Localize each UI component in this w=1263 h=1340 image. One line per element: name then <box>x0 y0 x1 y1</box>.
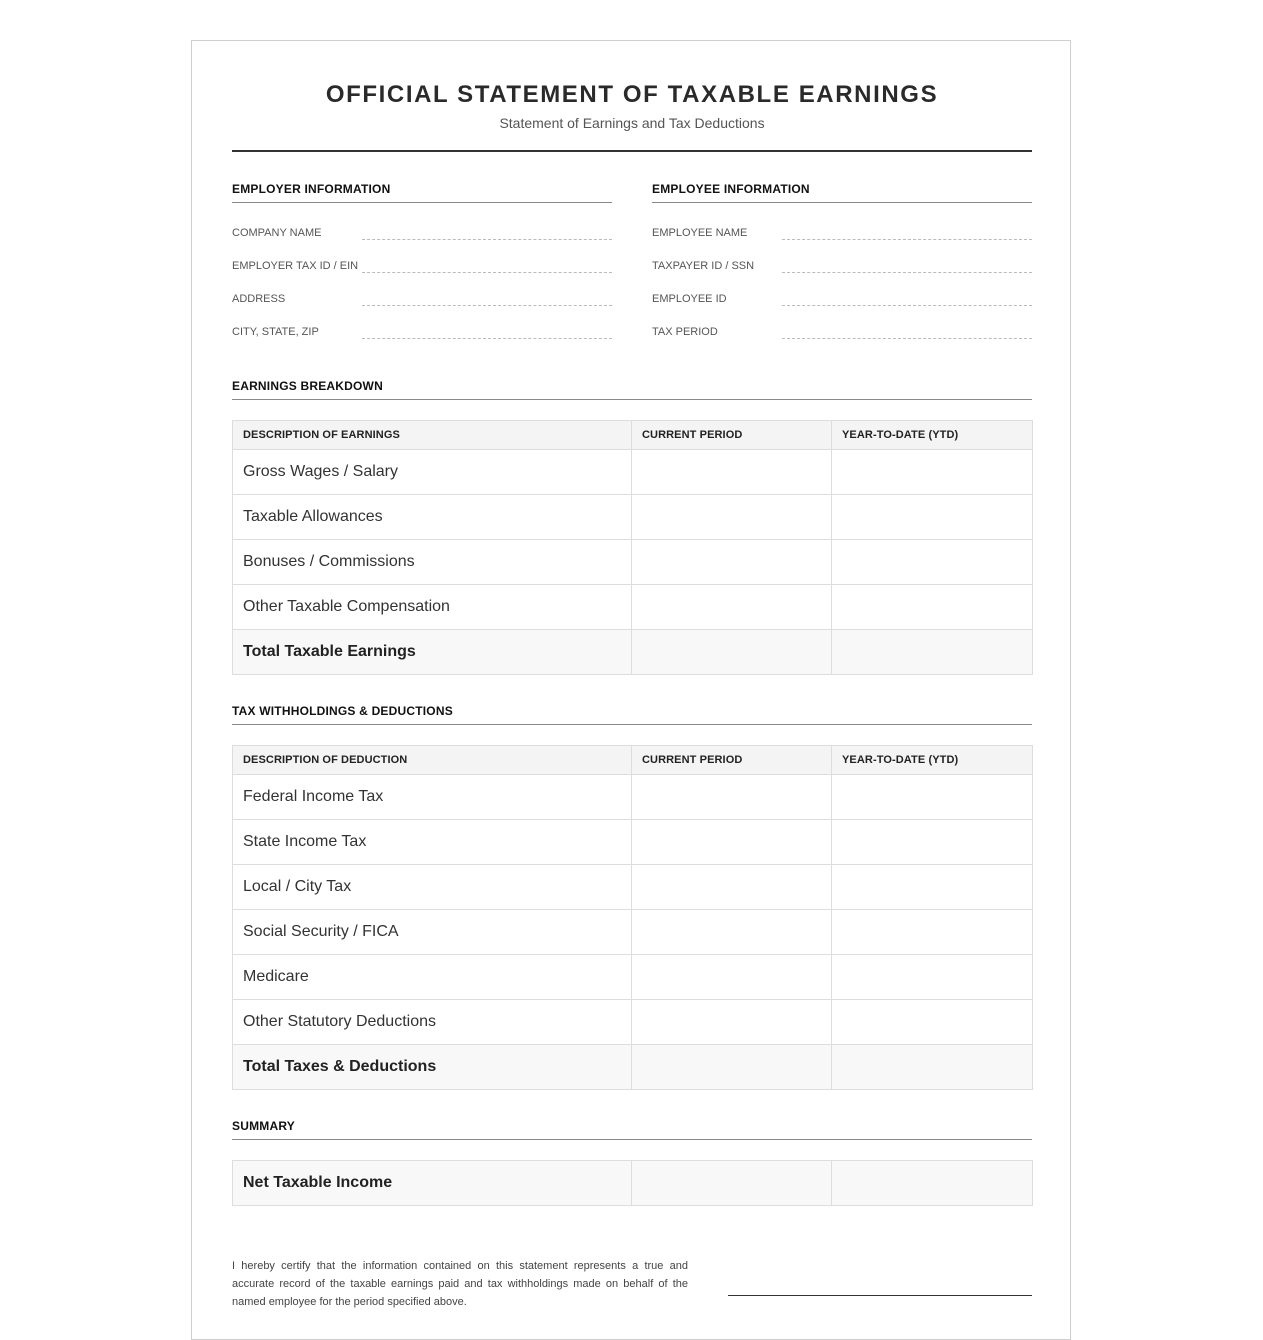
deductions-table <box>232 745 1033 1090</box>
tax-period-field[interactable] <box>652 302 1032 338</box>
table-row <box>233 1000 1033 1045</box>
earnings-table <box>232 420 1033 675</box>
employer-info-heading: EMPLOYER INFORMATION <box>232 182 612 203</box>
current-period-cell[interactable] <box>632 540 832 585</box>
current-period-cell[interactable] <box>632 585 832 630</box>
ytd-cell[interactable] <box>832 820 1033 865</box>
table-row <box>233 820 1033 865</box>
field-line[interactable] <box>782 338 1032 339</box>
earnings-heading: EARNINGS BREAKDOWN <box>232 379 1032 400</box>
field-label: CITY, STATE, ZIP <box>232 326 319 338</box>
ytd-cell[interactable] <box>832 910 1033 955</box>
ytd-total-cell[interactable] <box>832 1045 1033 1090</box>
row-label: Taxable Allowances <box>233 495 632 540</box>
employee-info-heading: EMPLOYEE INFORMATION <box>652 182 1032 203</box>
column-header: YEAR-TO-DATE (YTD) <box>832 746 1033 775</box>
row-label: State Income Tax <box>233 820 632 865</box>
summary-section <box>232 1119 1032 1206</box>
column-header: DESCRIPTION OF EARNINGS <box>233 421 632 450</box>
table-row <box>233 910 1033 955</box>
ytd-cell[interactable] <box>832 450 1033 495</box>
row-label: Other Taxable Compensation <box>233 585 632 630</box>
current-period-cell[interactable] <box>632 820 832 865</box>
row-label: Bonuses / Commissions <box>233 540 632 585</box>
field-label: EMPLOYEE NAME <box>652 227 748 239</box>
row-label: Social Security / FICA <box>233 910 632 955</box>
employer-tax-id-field[interactable] <box>232 236 612 272</box>
total-row <box>233 1045 1033 1090</box>
column-header: YEAR-TO-DATE (YTD) <box>832 421 1033 450</box>
deductions-section <box>232 704 1032 1090</box>
table-row <box>233 955 1033 1000</box>
field-label: EMPLOYEE ID <box>652 293 727 305</box>
summary-heading: SUMMARY <box>232 1119 1032 1140</box>
employee-id-field[interactable] <box>652 269 1032 305</box>
field-label: ADDRESS <box>232 293 286 305</box>
ytd-cell[interactable] <box>832 495 1033 540</box>
net-income-row <box>233 1161 1033 1206</box>
ytd-total-cell[interactable] <box>832 630 1033 675</box>
table-header-row <box>233 421 1033 450</box>
title-divider <box>232 150 1032 152</box>
ytd-cell[interactable] <box>832 865 1033 910</box>
document-subtitle: Statement of Earnings and Tax Deductions <box>499 115 765 131</box>
column-header: DESCRIPTION OF DEDUCTION <box>233 746 632 775</box>
field-line[interactable] <box>362 338 612 339</box>
table-row <box>233 865 1033 910</box>
table-row <box>233 585 1033 630</box>
employee-name-field[interactable] <box>652 203 1032 239</box>
ytd-cell[interactable] <box>832 775 1033 820</box>
total-row <box>233 630 1033 675</box>
current-period-total-cell[interactable] <box>632 630 832 675</box>
certification-text: I hereby certify that the information contained on this statement represents a true and accurate record of the taxable earnings paid and tax withholdings made on behalf of the named employee for the period specified above. <box>232 1260 688 1308</box>
current-period-cell[interactable] <box>632 450 832 495</box>
net-income-label: Net Taxable Income <box>233 1161 632 1206</box>
row-label: Gross Wages / Salary <box>233 450 632 495</box>
table-row <box>233 775 1033 820</box>
earnings-section <box>232 379 1032 675</box>
current-period-cell[interactable] <box>632 775 832 820</box>
deductions-heading: TAX WITHHOLDINGS & DEDUCTIONS <box>232 704 1032 725</box>
total-label: Total Taxable Earnings <box>233 630 632 675</box>
row-label: Local / City Tax <box>233 865 632 910</box>
table-row <box>233 450 1033 495</box>
employer-city-state-zip-field[interactable] <box>232 302 612 338</box>
table-row <box>233 540 1033 585</box>
table-header-row <box>233 746 1033 775</box>
row-label: Other Statutory Deductions <box>233 1000 632 1045</box>
column-header: CURRENT PERIOD <box>632 746 832 775</box>
employer-info-section <box>232 182 612 338</box>
net-income-current-cell[interactable] <box>632 1161 832 1206</box>
ytd-cell[interactable] <box>832 955 1033 1000</box>
employee-info-section <box>652 182 1032 338</box>
current-period-cell[interactable] <box>632 910 832 955</box>
field-label: TAX PERIOD <box>652 326 718 338</box>
field-label: COMPANY NAME <box>232 227 322 239</box>
current-period-cell[interactable] <box>632 955 832 1000</box>
ytd-cell[interactable] <box>832 585 1033 630</box>
ytd-cell[interactable] <box>832 1000 1033 1045</box>
row-label: Medicare <box>233 955 632 1000</box>
column-header: CURRENT PERIOD <box>632 421 832 450</box>
table-row <box>233 495 1033 540</box>
summary-table <box>232 1160 1033 1206</box>
net-income-ytd-cell[interactable] <box>832 1161 1033 1206</box>
current-period-cell[interactable] <box>632 865 832 910</box>
employer-address-field[interactable] <box>232 269 612 305</box>
taxpayer-id-field[interactable] <box>652 236 1032 272</box>
document-page <box>191 40 1071 1340</box>
field-label: TAXPAYER ID / SSN <box>652 260 755 272</box>
row-label: Federal Income Tax <box>233 775 632 820</box>
current-period-total-cell[interactable] <box>632 1045 832 1090</box>
document-title: OFFICIAL STATEMENT OF TAXABLE EARNINGS <box>325 81 939 108</box>
company-name-field[interactable] <box>232 203 612 239</box>
current-period-cell[interactable] <box>632 495 832 540</box>
total-label: Total Taxes & Deductions <box>233 1045 632 1090</box>
ytd-cell[interactable] <box>832 540 1033 585</box>
field-label: EMPLOYER TAX ID / EIN <box>232 260 359 272</box>
current-period-cell[interactable] <box>632 1000 832 1045</box>
